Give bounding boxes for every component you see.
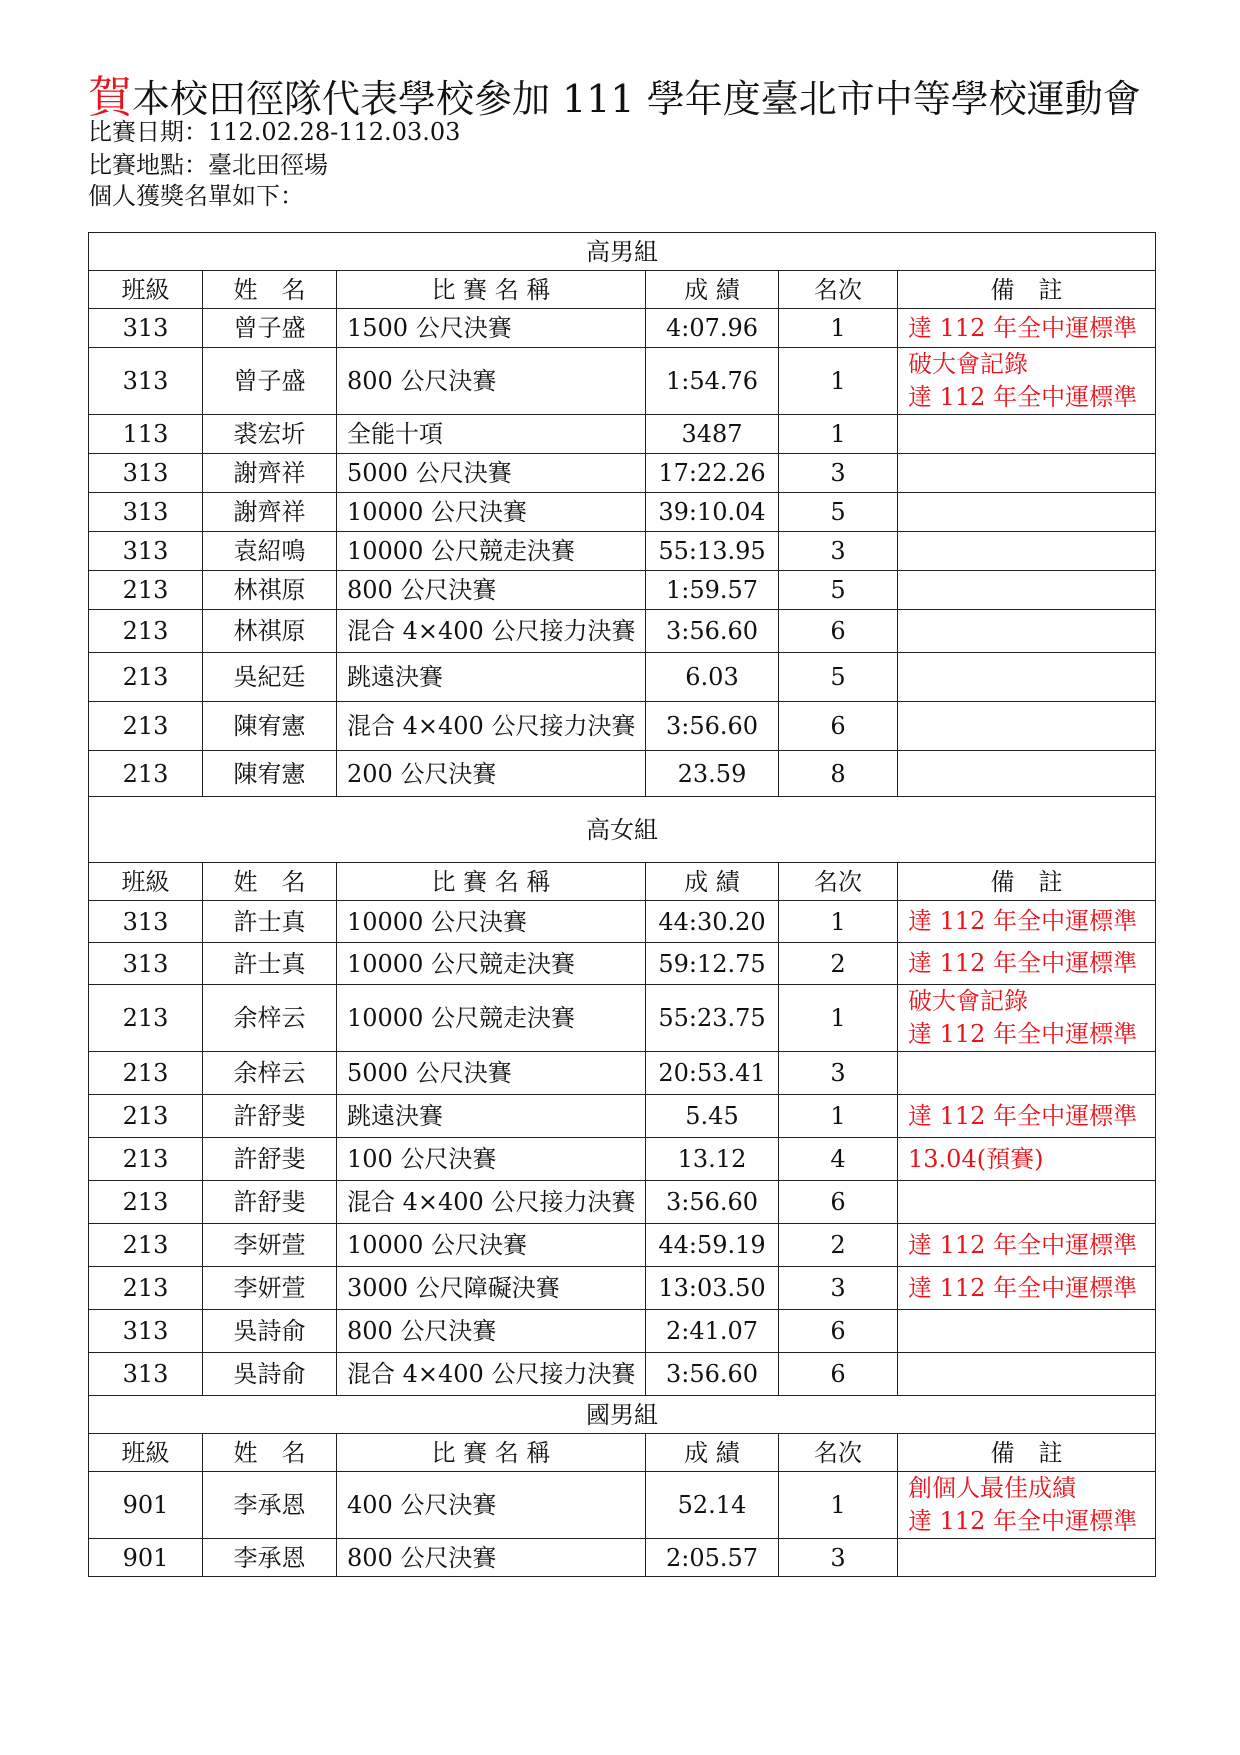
- result-cell: 52.14: [646, 1472, 779, 1539]
- rank-cell: 1: [779, 1472, 898, 1539]
- notes-header: 備 註: [898, 863, 1156, 901]
- rank-cell: 1: [779, 348, 898, 415]
- rank-cell: 1: [779, 901, 898, 943]
- event-cell: 400 公尺決賽: [337, 1472, 646, 1539]
- name-cell: 余梓云: [203, 985, 337, 1052]
- name-cell: 李承恩: [203, 1472, 337, 1539]
- result-cell: 13:03.50: [646, 1267, 779, 1310]
- note-text: 達 112 年全中運標準: [908, 949, 1138, 977]
- table-row: [89, 1138, 1156, 1181]
- name-cell: 曾子盛: [203, 348, 337, 415]
- class-cell: 213: [89, 1095, 203, 1138]
- result-cell: 3:56.60: [646, 702, 779, 751]
- result-cell: 3:56.60: [646, 610, 779, 653]
- name-cell: 許舒斐: [203, 1138, 337, 1181]
- rank-cell: 8: [779, 751, 898, 797]
- notes-header: 備 註: [898, 1434, 1156, 1472]
- notes-cell: [898, 943, 1156, 985]
- notes-cell: [898, 1095, 1156, 1138]
- rank-cell: 6: [779, 1353, 898, 1396]
- column-header-row: [89, 1434, 1156, 1472]
- awards-table-body: [89, 233, 1156, 1577]
- result-cell: 2:05.57: [646, 1539, 779, 1577]
- notes-header: 備 註: [898, 271, 1156, 309]
- name-header: 姓 名: [203, 1434, 337, 1472]
- page-title: [88, 74, 1188, 123]
- result-header: 成 績: [646, 271, 779, 309]
- result-cell: 4:07.96: [646, 309, 779, 348]
- class-cell: 113: [89, 415, 203, 454]
- group-header-row: [89, 1396, 1156, 1434]
- table-row: [89, 1539, 1156, 1577]
- note-text: 達 112 年全中運標準: [908, 1230, 1138, 1259]
- note-text: 達 112 年全中運標準: [908, 1101, 1138, 1130]
- result-cell: 17:22.26: [646, 454, 779, 493]
- table-row: [89, 751, 1156, 797]
- rank-cell: 6: [779, 702, 898, 751]
- rank-cell: 6: [779, 1310, 898, 1353]
- event-cell: 100 公尺決賽: [337, 1138, 646, 1181]
- notes-cell: [898, 653, 1156, 702]
- class-cell: 213: [89, 1224, 203, 1267]
- rank-header: 名次: [779, 1434, 898, 1472]
- note-text: 創個人最佳成績: [908, 1474, 1076, 1502]
- rank-cell: 1: [779, 985, 898, 1052]
- name-cell: 林祺原: [203, 610, 337, 653]
- name-header: 姓 名: [203, 863, 337, 901]
- rank-cell: 6: [779, 610, 898, 653]
- note-text: 破大會記錄: [908, 987, 1028, 1015]
- event-cell: 混合 4×400 公尺接力決賽: [337, 702, 646, 751]
- result-cell: 59:12.75: [646, 943, 779, 985]
- notes-cell: [898, 1224, 1156, 1267]
- result-header: 成 績: [646, 1434, 779, 1472]
- table-row: [89, 415, 1156, 454]
- name-cell: 陳宥憲: [203, 751, 337, 797]
- event-cell: 5000 公尺決賽: [337, 1052, 646, 1095]
- event-cell: 跳遠決賽: [337, 653, 646, 702]
- table-row: [89, 1095, 1156, 1138]
- table-row: [89, 1052, 1156, 1095]
- rank-cell: 3: [779, 532, 898, 571]
- result-cell: 23.59: [646, 751, 779, 797]
- notes-cell: [898, 610, 1156, 653]
- class-cell: 213: [89, 1138, 203, 1181]
- table-row: [89, 532, 1156, 571]
- rank-cell: 5: [779, 493, 898, 532]
- class-cell: 213: [89, 985, 203, 1052]
- result-header: 成 績: [646, 863, 779, 901]
- column-header-row: [89, 271, 1156, 309]
- notes-cell: [898, 985, 1156, 1052]
- group-title: 國男組: [89, 1396, 1156, 1434]
- notes-cell: [898, 532, 1156, 571]
- event-cell: 10000 公尺決賽: [337, 1224, 646, 1267]
- rank-cell: 4: [779, 1138, 898, 1181]
- class-cell: 213: [89, 1181, 203, 1224]
- name-cell: 袁紹鳴: [203, 532, 337, 571]
- result-cell: 44:30.20: [646, 901, 779, 943]
- table-row: [89, 1472, 1156, 1539]
- note-text: 達 112 年全中運標準: [908, 313, 1138, 342]
- notes-cell: [898, 1539, 1156, 1577]
- class-cell: 213: [89, 571, 203, 610]
- rank-cell: 2: [779, 1224, 898, 1267]
- title-text: 本校田徑隊代表學校參加 111 學年度臺北市中等學校運動會: [132, 77, 1141, 121]
- notes-cell: [898, 571, 1156, 610]
- event-cell: 10000 公尺競走決賽: [337, 985, 646, 1052]
- table-row: [89, 610, 1156, 653]
- event-cell: 800 公尺決賽: [337, 571, 646, 610]
- result-cell: 44:59.19: [646, 1224, 779, 1267]
- note-text: 破大會記錄: [908, 350, 1028, 378]
- rank-cell: 1: [779, 1095, 898, 1138]
- table-row: [89, 348, 1156, 415]
- result-cell: 2:41.07: [646, 1310, 779, 1353]
- class-cell: 313: [89, 493, 203, 532]
- class-cell: 901: [89, 1472, 203, 1539]
- table-row: [89, 653, 1156, 702]
- intro-text: 個人獲獎名單如下：: [88, 182, 304, 210]
- table-row: [89, 1181, 1156, 1224]
- event-cell: 10000 公尺決賽: [337, 493, 646, 532]
- event-cell: 800 公尺決賽: [337, 348, 646, 415]
- result-cell: 1:59.57: [646, 571, 779, 610]
- rank-cell: 2: [779, 943, 898, 985]
- result-cell: 20:53.41: [646, 1052, 779, 1095]
- congratulations-mark: 賀: [88, 72, 132, 123]
- class-header: 班級: [89, 863, 203, 901]
- rank-cell: 3: [779, 454, 898, 493]
- event-cell: 5000 公尺決賽: [337, 454, 646, 493]
- event-cell: 3000 公尺障礙決賽: [337, 1267, 646, 1310]
- result-cell: 3:56.60: [646, 1181, 779, 1224]
- notes-cell: [898, 1138, 1156, 1181]
- notes-cell: [898, 751, 1156, 797]
- rank-cell: 3: [779, 1052, 898, 1095]
- group-title: 高女組: [89, 797, 1156, 863]
- class-cell: 313: [89, 532, 203, 571]
- notes-cell: [898, 702, 1156, 751]
- rank-cell: 1: [779, 309, 898, 348]
- name-cell: 陳宥憲: [203, 702, 337, 751]
- notes-cell: [898, 309, 1156, 348]
- table-row: [89, 1310, 1156, 1353]
- class-cell: 213: [89, 653, 203, 702]
- class-cell: 213: [89, 1267, 203, 1310]
- notes-cell: [898, 1052, 1156, 1095]
- result-cell: 55:13.95: [646, 532, 779, 571]
- name-cell: 吳紀廷: [203, 653, 337, 702]
- event-cell: 800 公尺決賽: [337, 1539, 646, 1577]
- rank-cell: 1: [779, 415, 898, 454]
- name-cell: 謝齊祥: [203, 493, 337, 532]
- event-cell: 10000 公尺競走決賽: [337, 532, 646, 571]
- table-row: [89, 571, 1156, 610]
- note-text: 達 112 年全中運標準: [908, 1020, 1138, 1048]
- note-text: 達 112 年全中運標準: [908, 1273, 1138, 1302]
- class-cell: 213: [89, 751, 203, 797]
- name-cell: 李妍萱: [203, 1224, 337, 1267]
- rank-cell: 3: [779, 1267, 898, 1310]
- rank-cell: 6: [779, 1181, 898, 1224]
- result-cell: 55:23.75: [646, 985, 779, 1052]
- name-header: 姓 名: [203, 271, 337, 309]
- notes-cell: [898, 1472, 1156, 1539]
- class-header: 班級: [89, 271, 203, 309]
- name-cell: 裘宏圻: [203, 415, 337, 454]
- class-cell: 313: [89, 454, 203, 493]
- name-cell: 許士真: [203, 901, 337, 943]
- result-cell: 6.03: [646, 653, 779, 702]
- note-text: 達 112 年全中運標準: [908, 383, 1138, 411]
- event-cell: 混合 4×400 公尺接力決賽: [337, 610, 646, 653]
- event-cell: 跳遠決賽: [337, 1095, 646, 1138]
- table-row: [89, 1353, 1156, 1396]
- event-cell: 10000 公尺競走決賽: [337, 943, 646, 985]
- name-cell: 余梓云: [203, 1052, 337, 1095]
- result-cell: 3:56.60: [646, 1353, 779, 1396]
- name-cell: 許舒斐: [203, 1095, 337, 1138]
- competition-venue: 比賽地點：臺北田徑場: [88, 151, 328, 179]
- name-cell: 吳詩俞: [203, 1353, 337, 1396]
- rank-cell: 5: [779, 571, 898, 610]
- class-cell: 213: [89, 1052, 203, 1095]
- awards-table: [88, 232, 1156, 1577]
- event-cell: 混合 4×400 公尺接力決賽: [337, 1353, 646, 1396]
- note-text: 達 112 年全中運標準: [908, 907, 1138, 935]
- event-header: 比 賽 名 稱: [337, 271, 646, 309]
- name-cell: 林祺原: [203, 571, 337, 610]
- class-cell: 313: [89, 1353, 203, 1396]
- event-header: 比 賽 名 稱: [337, 863, 646, 901]
- rank-cell: 3: [779, 1539, 898, 1577]
- result-cell: 3487: [646, 415, 779, 454]
- name-cell: 吳詩俞: [203, 1310, 337, 1353]
- event-cell: 混合 4×400 公尺接力決賽: [337, 1181, 646, 1224]
- event-cell: 1500 公尺決賽: [337, 309, 646, 348]
- competition-date: 比賽日期：112.02.28-112.03.03: [88, 118, 461, 146]
- class-cell: 901: [89, 1539, 203, 1577]
- group-title: 高男組: [89, 233, 1156, 271]
- table-row: [89, 309, 1156, 348]
- table-row: [89, 943, 1156, 985]
- class-cell: 313: [89, 1310, 203, 1353]
- result-cell: 13.12: [646, 1138, 779, 1181]
- event-cell: 200 公尺決賽: [337, 751, 646, 797]
- name-cell: 李妍萱: [203, 1267, 337, 1310]
- note-text: 13.04(預賽): [908, 1144, 1044, 1173]
- name-cell: 曾子盛: [203, 309, 337, 348]
- notes-cell: [898, 1267, 1156, 1310]
- notes-cell: [898, 493, 1156, 532]
- group-header-row: [89, 797, 1156, 863]
- class-cell: 313: [89, 309, 203, 348]
- event-cell: 800 公尺決賽: [337, 1310, 646, 1353]
- notes-cell: [898, 1310, 1156, 1353]
- table-row: [89, 454, 1156, 493]
- event-cell: 全能十項: [337, 415, 646, 454]
- notes-cell: [898, 348, 1156, 415]
- rank-header: 名次: [779, 863, 898, 901]
- class-cell: 313: [89, 943, 203, 985]
- column-header-row: [89, 863, 1156, 901]
- table-row: [89, 1267, 1156, 1310]
- notes-cell: [898, 1353, 1156, 1396]
- event-header: 比 賽 名 稱: [337, 1434, 646, 1472]
- rank-header: 名次: [779, 271, 898, 309]
- result-cell: 5.45: [646, 1095, 779, 1138]
- table-row: [89, 702, 1156, 751]
- rank-cell: 5: [779, 653, 898, 702]
- table-row: [89, 985, 1156, 1052]
- table-row: [89, 1224, 1156, 1267]
- name-cell: 李承恩: [203, 1539, 337, 1577]
- note-text: 達 112 年全中運標準: [908, 1507, 1138, 1535]
- table-row: [89, 901, 1156, 943]
- class-cell: 213: [89, 610, 203, 653]
- class-cell: 213: [89, 702, 203, 751]
- notes-cell: [898, 454, 1156, 493]
- class-cell: 313: [89, 348, 203, 415]
- result-cell: 1:54.76: [646, 348, 779, 415]
- group-header-row: [89, 233, 1156, 271]
- name-cell: 謝齊祥: [203, 454, 337, 493]
- notes-cell: [898, 901, 1156, 943]
- name-cell: 許舒斐: [203, 1181, 337, 1224]
- name-cell: 許士真: [203, 943, 337, 985]
- result-cell: 39:10.04: [646, 493, 779, 532]
- class-header: 班級: [89, 1434, 203, 1472]
- table-row: [89, 493, 1156, 532]
- event-cell: 10000 公尺決賽: [337, 901, 646, 943]
- notes-cell: [898, 1181, 1156, 1224]
- class-cell: 313: [89, 901, 203, 943]
- notes-cell: [898, 415, 1156, 454]
